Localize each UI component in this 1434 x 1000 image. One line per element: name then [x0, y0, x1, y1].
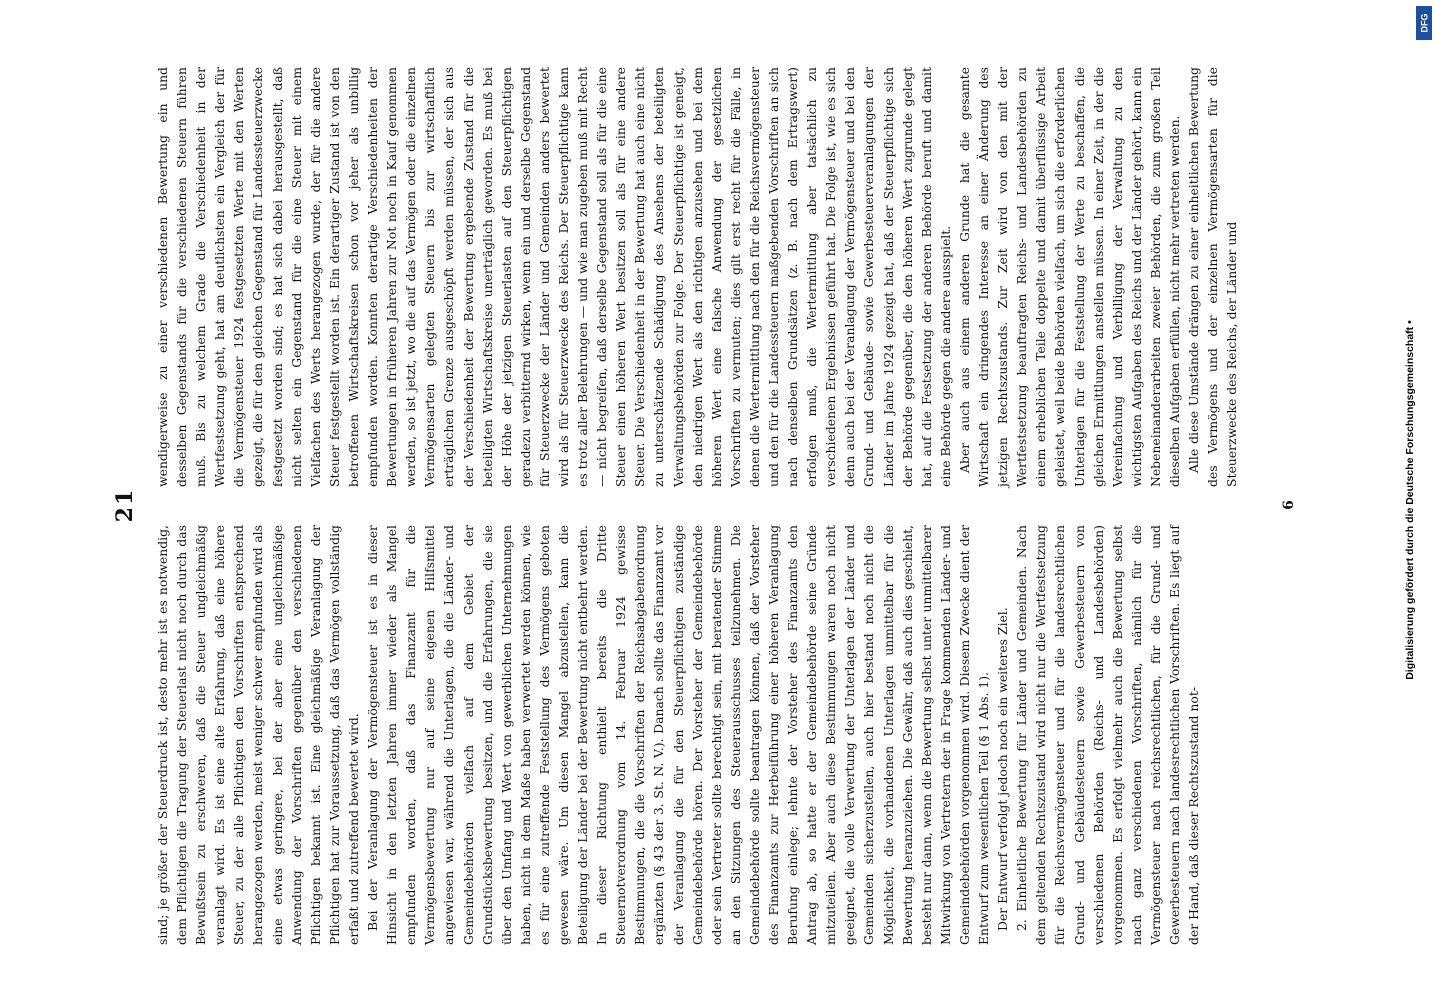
right-paragraph: wendigerweise zu einer verschiedenen Bewertung ein und desselben Gegenstands für die verschiedenen Steuern führen muß. Bis zu welchem Grade die Verschiedenheit in der Wertfestsetzung geht, hat am deutlichsten ein Vergleich der für die Vermögensteuer 1924 festgesetzten Werte mit den Werten gezeigt, die für den gleichen Gegenstand für Landessteuerzwecke festgesetzt worden sind; es hat sich dabei herausgestellt, daß nicht selten ein Gegenstand für die eine Steuer mit einem Vielfachen des Werts herangezogen wurde, der für die andere Steuer festgestellt worden ist. Ein derartiger Zustand ist von den betroffenen Wirtschaftskreisen schon vor jeher als unbillig empfunden worden. Konnten derartige Verschiedenheiten der Bewertungen in früheren Jahren zur Not noch in Kauf genommen werden, so ist jetzt, wo die auf das Vermögen oder die einzelnen Vermögensarten gelegten Steuern bis zur wirtschaftlich erträglichen Grenze ausgeschöpft werden müssen, der sich aus der Verschiedenheit der Bewertung ergebende Zustand für die beteiligten Wirtschaftskreise unerträglich geworden. Es muß bei der Höhe der jetzigen Steuerlasten auf den Steuerpflichtigen geradezu verbitternd wirken, wenn ein und derselbe Gegenstand für Steuerzwecke der Länder und Gemeinden anders bewertet wird als für Steuerzwecke des Reichs. Der Steuerpflichtige kann es trotz aller Belehrungen — und wie man zugeben muß mit Recht — nicht begreifen, daß derselbe Gegenstand soll als für die eine Steuer einen höheren Wert besitzen soll als für eine andere Steuer. Die Verschiedenheit in der Bewertung hat auch eine nicht zu unterschätzende Schädigung des Ansehens der beteiligten Verwaltungsbehörden zur Folge. Der Steuerpflichtige ist geneigt, den niedrigen Wert als den richtigen anzusehen und bei dem höheren Wert eine falsche Anwendung der gesetzlichen Vorschriften zu vermuten; dies gilt erst recht für die Fälle, in denen die Wertermittlung nach den für die Reichsvermögensteuer und den für die Landessteuern maßgebenden Vorschriften an sich nach denselben Grundsätzen (z. B. nach dem Ertragswert) erfolgen muß, die Wertermittlung aber tatsächlich zu verschiedenen Ergebnissen geführt hat. Die Folge ist, wie es sich denn auch bei der Veranlagung der Vermögensteuer und bei den Grund- und Gebäude- sowie Gewerbesteuerveranlagungen der Länder im Jahre 1924 gezeigt hat, daß der Steuerpflichtige sich der Behörde gegenüber, die den höheren Wert zugrunde gelegt hat, auf die Festsetzung der anderen Behörde beruft und damit eine Behörde gegen die andere ausspielt.: [155, 67, 953, 487]
left-paragraph: Der Entwurf verfolgt jedoch noch ein weiteres Ziel.: [995, 607, 1011, 931]
page-content: [105, 65, 1305, 945]
dfg-logo: [1416, 6, 1432, 40]
right-paragraph: Aber auch aus einem anderen Grunde hat die gesamte Wirtschaft ein dringendes Interesse an einer Änderung des jetzigen Rechtszustands. Zur Zeit wird von den mit der Wertfestsetzung beauftragten Reichs- und Landesbehörden zu einem erheblichen Teile doppelte und damit überflüssige Arbeit geleistet, weil beide Behörden vielfach, um sich die erforderlichen Unterlagen für die Feststellung der Werte zu beschaffen, die gleichen Ermittlungen anstellen müssen. In einer Zeit, in der die Vereinfachung und Verbilligung der Verwaltung zu den wichtigsten Aufgaben des Reichs und der Länder gehört, kann ein Nebeneinanderarbeiten zweier Behörden, die zum großen Teil dieselben Aufgaben erfüllen, nicht mehr vertreten werden.: [956, 67, 1182, 487]
dfg-logo-text: DFG: [1419, 13, 1429, 33]
left-column: [153, 525, 1203, 945]
digitization-credit: Digitalisierung gefördert durch die Deutsche Forschungsgemeinschaft •: [1404, 320, 1416, 680]
left-paragraph: Bei der Veranlagung der Vermögensteuer ist es in dieser Hinsicht in den letzten Jahren immer wieder als Mangel empfunden worden, daß das Finanzamt für die Vermögensbewertung nur auf seine eigenen Hilfsmittel angewiesen war, während die Unterlagen, die die Länder- und Gemeindebehörden vielfach auf dem Gebiet der Grundstücksbewertung besitzen, und die Erfahrungen, die sie über den Umfang und Wert von gewerblichen Unternehmungen haben, nicht in dem Maße haben verwertet werden können, wie es für eine zutreffende Feststellung des Vermögens geboten gewesen wäre. Um diesen Mangel abzustellen, kann die Beteiligung der Länder bei der Bewertung nicht entbehrt werden. In dieser Richtung enthielt bereits die Dritte Steuernotverordnung vom 14. Februar 1924 gewisse Bestimmungen, die die Vorschriften der Reichsabgabenordnung ergänzten (§ 43 der 3. St. N. V.). Danach sollte das Finanzamt vor der Veranlagung die für den Steuerpflichtigen zuständige Gemeindebehörde hören. Der Vorsteher der Gemeindebehörde oder sein Vertreter sollte berechtigt sein, mit beratender Stimme an den Sitzungen des Steuerausschusses teilzunehmen. Die Gemeindebehörde sollte beantragen können, daß der Vorsteher des Finanzamts zur Herbeiführung einer höheren Veranlagung Berufung einlege; lehnte der Vorsteher des Finanzamts den Antrag ab, so hatte er der Gemeindebehörde seine Gründe mitzuteilen. Aber auch diese Bestimmungen waren noch nicht geeignet, die volle Verwertung der Unterlagen der Länder und Gemeinden sicherzustellen, auch hier bestand noch nicht die Möglichkeit, die vorhandenen Unterlagen unmittelbar für die Bewertung heranzuziehen. Die Gewähr, daß auch dies geschieht, besteht nur dann, wenn die Bewertung selbst unter unmittelbarer Mitwirkung von Vertretern der in Frage kommenden Länder- und Gemeindebehörden vorgenommen wird. Diesem Zwecke dient der Entwurf zum wesentlichen Teil (§ 1 Abs. 1).: [365, 525, 992, 945]
sheet-signature: 6: [1281, 500, 1297, 510]
right-paragraph: Alle diese Umstände drängen zu einer einheitlichen Bewertung des Vermögens und der einzelnen Vermögensarten für die Steuerzwecke des Reichs, der Länder und: [1186, 67, 1240, 487]
rotated-content-frame: [105, 65, 1305, 945]
right-column: [153, 67, 1241, 487]
left-paragraph: 2. Einheitliche Bewertung für Länder und Gemeinden. Nach dem geltenden Rechtszustand wird nicht nur die Wertfestsetzung für die Reichsvermögensteuer und für die landesrechtlichen Grund- und Gebäudesteuern sowie Gewerbesteuern von verschiedenen Behörden (Reichs- und Landesbehörden) vorgenommen. Es erfolgt vielmehr auch die Bewertung selbst nach ganz verschiedenen Vorschriften, nämlich für die Vermögensteuer nach reichsrechtlichen, für die Grund- und Gewerbesteuern nach landesrechtlichen Vorschriften. Es liegt auf der Hand, daß dieser Rechtszustand not-: [1014, 525, 1202, 945]
left-paragraph: sind; je größer der Steuerdruck ist, desto mehr ist es notwendig, dem Pflichtigen die Tragung der Steuerlast nicht noch durch das Bewußtsein zu erschweren, daß die Steuer ungleichmäßig veranlagt wird. Es ist eine alte Erfahrung, daß eine höhere Steuer, zu der alle Pflichtigen den Vorschriften entsprechend herangezogen werden, meist weniger schwer empfunden wird als eine etwas geringere, bei der aber eine ungleichmäßige Anwendung der Vorschriften gegenüber den verschiedenen Pflichtigen bekannt ist. Eine gleichmäßige Veranlagung der Pflichtigen hat zur Voraussetzung, daß das Vermögen vollständig erfaßt und zutreffend bewertet wird.: [155, 525, 361, 945]
page-number: 21: [112, 487, 138, 523]
